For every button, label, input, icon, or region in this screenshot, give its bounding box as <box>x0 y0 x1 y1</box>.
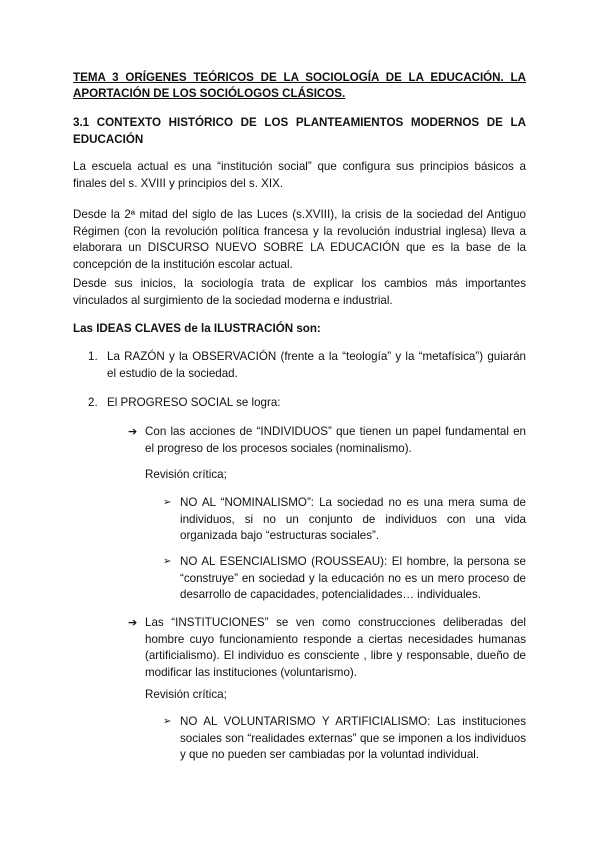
arrow-bullet-icon: ➔ <box>128 616 138 629</box>
arrow-item-text: Las “INSTITUCIONES” se ven como construcciones deliberadas del hombre cuyo funcionamiento responde a ciertas necesidades humanas (artificialismo). El individuo es consciente , libre y responsable, dueño de modificar las instituciones (voluntarismo). <box>145 616 526 679</box>
paragraph-escuela: La escuela actual es una “institución social” que configura sus principios básicos a finales del s. XVIII y principios del s. XIX. <box>73 160 526 190</box>
revision-critica-label: Revisión crítica; <box>145 468 227 481</box>
critique-item-text: NO AL ESENCIALISMO (ROUSSEAU): El hombre, la persona se “construye” en sociedad y la educación no es un mero proceso de desarrollo de capacidades, potencialidades… individuales. <box>180 555 526 601</box>
list-number: 1. <box>88 350 98 363</box>
paragraph-sociologia: Desde sus inicios, la sociología trata de explicar los cambios más importantes vinculados al surgimiento de la sociedad moderna e industrial. <box>73 277 526 307</box>
critique-item-text: NO AL “NOMINALISMO”: La sociedad no es una mera suma de individuos, si no un conjunto de individuos con una vida organizada bajo “estructuras sociales”. <box>180 496 526 542</box>
list-text: El PROGRESO SOCIAL se logra: <box>107 396 281 409</box>
arrow-bullet-icon: ➔ <box>128 425 138 438</box>
critique-item-text: NO AL VOLUNTARISMO Y ARTIFICIALISMO: Las instituciones sociales son “realidades externas” que se imponen a los individuos y que no pueden ser cambiadas por la voluntad individual. <box>180 715 526 761</box>
list-number: 2. <box>88 396 98 409</box>
list-text: La RAZÓN y la OBSERVACIÓN (frente a la “teología” y la “metafísica”) guiarán el estudio de la sociedad. <box>107 350 526 380</box>
revision-critica-label: Revisión crítica; <box>145 688 227 701</box>
document-title: TEMA 3 ORÍGENES TEÓRICOS DE LA SOCIOLOGÍA DE LA EDUCACIÓN. LA APORTACIÓN DE LOS SOCIÓLOGOS CLÁSICOS. <box>73 71 526 100</box>
triangle-bullet-icon: ➢ <box>163 497 172 508</box>
section-heading: 3.1 CONTEXTO HISTÓRICO DE LOS PLANTEAMIENTOS MODERNOS DE LA EDUCACIÓN <box>73 116 526 146</box>
paragraph-contexto: Desde la 2ª mitad del siglo de las Luces (s.XVIII), la crisis de la sociedad del Antiguo Régimen (con la revolución política francesa y la revolución industrial inglesa) lleva a elaborara un DISCURSO NUEVO SOBRE LA EDUCACIÓN que es la base de la concepción de la institución escolar actual. <box>73 208 526 271</box>
triangle-bullet-icon: ➢ <box>163 556 172 567</box>
ideas-claves-heading: Las IDEAS CLAVES de la ILUSTRACIÓN son: <box>73 322 321 335</box>
triangle-bullet-icon: ➢ <box>163 716 172 727</box>
arrow-item-text: Con las acciones de “INDIVIDUOS” que tienen un papel fundamental en el progreso de los procesos sociales (nominalismo). <box>145 425 526 455</box>
